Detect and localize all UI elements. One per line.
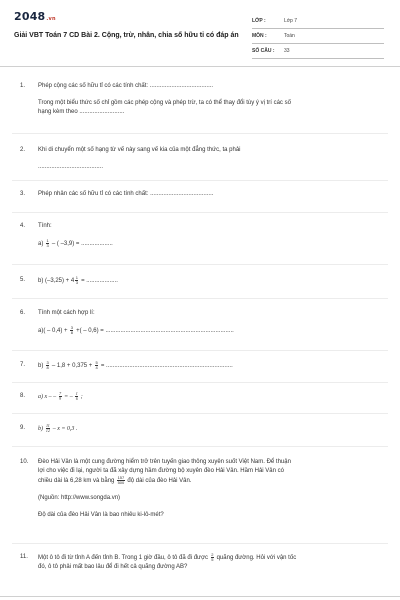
question-separator — [12, 446, 388, 447]
site-logo[interactable] — [14, 10, 56, 23]
fraction-denominator: 3 — [75, 280, 78, 285]
question-separator — [12, 298, 388, 299]
fraction — [59, 392, 62, 401]
expression-part: b) — [38, 425, 43, 432]
question-text — [38, 553, 384, 563]
question-number: 1. — [20, 83, 26, 89]
fraction-numerator: 3 — [70, 325, 73, 330]
meta-label: MÔN : — [252, 33, 267, 39]
meta-value: 33 — [284, 48, 290, 54]
expression-part: độ dài của đèo Hải Vân. — [127, 478, 192, 485]
fraction-numerator: 11 — [46, 423, 50, 428]
question-number: 7. — [20, 362, 26, 368]
question-text: đó, ô tô phải mất bao lâu để đi hết cả quãng đường AB? — [38, 564, 188, 571]
fraction-denominator: 8 — [70, 330, 73, 335]
fraction-denominator: 3 — [46, 243, 49, 248]
question-number: 10. — [20, 459, 29, 465]
meta-label: LỚP : — [252, 18, 266, 24]
question-text: Phép cộng các số hữu tỉ có các tính chất: ...................................... — [38, 83, 214, 89]
expression-part: = ................... — [81, 278, 118, 285]
question-number: 5. — [20, 277, 26, 283]
math-expression — [38, 392, 384, 402]
footer-divider — [0, 596, 400, 597]
expression-part: quãng đường. Hỏi với vận tốc — [216, 555, 297, 562]
fraction-numerator: 1 — [75, 391, 78, 396]
fraction-denominator: 12 — [45, 428, 50, 433]
expression-part: a) x – – — [38, 393, 57, 400]
logo-suffix: .vn — [46, 16, 56, 22]
math-expression — [38, 276, 384, 286]
question-separator — [12, 133, 388, 134]
meta-label: SỐ CÂU : — [252, 48, 275, 54]
question-number: 9. — [20, 425, 26, 431]
fraction-denominator: 5 — [211, 557, 214, 562]
meta-table — [252, 14, 384, 59]
document-header — [0, 0, 400, 64]
question-separator — [12, 350, 388, 351]
expression-part: = ............................................................................ — [100, 363, 233, 370]
fraction-denominator: 9 — [59, 396, 62, 401]
expression-part: ; — [80, 393, 83, 400]
fraction — [117, 476, 125, 485]
question-text: Khi di chuyển một số hạng từ vế này sang vế kia của một đẳng thức, ta phải — [38, 147, 241, 153]
meta-row-count — [252, 44, 384, 59]
question-text — [38, 476, 384, 486]
question-text: Phép nhân các số hữu tỉ có các tính chất: ...................................... — [38, 191, 214, 197]
page-title: Giải VBT Toán 7 CD Bài 2. Cộng, trừ, nhân, chia số hữu tỉ có đáp án — [14, 32, 239, 39]
question-separator — [12, 264, 388, 265]
fraction — [46, 239, 49, 248]
answer-blank: ....................................... — [38, 164, 104, 170]
question-number: 6. — [20, 310, 26, 316]
question-text: Tính một cách hợp lí: — [38, 310, 95, 316]
expression-part: Một ô tô đi từ tỉnh A đến tỉnh B. Trong 1 giờ đầu, ô tô đã đi được — [38, 555, 209, 562]
question-text: Đèo Hải Vân là một cung đường hiểm trở trên tuyến giao thông xuyên suốt Việt Nam. Để thuận — [38, 459, 291, 465]
question-number: 4. — [20, 223, 26, 229]
fraction — [75, 392, 78, 401]
question-text: Tính: — [38, 223, 52, 229]
question-separator — [12, 180, 388, 181]
expression-part: chiều dài là 6,28 km và bằng — [38, 478, 115, 485]
expression-part: b) (–3,25) + 4 — [38, 278, 75, 285]
meta-value: Lớp 7 — [284, 18, 298, 24]
question-text: Độ dài của đèo Hải Vân là bao nhiêu ki-lô-mét? — [38, 512, 164, 519]
fraction-denominator: 6 — [75, 396, 78, 401]
fraction-numerator: 157 — [117, 475, 125, 480]
fraction — [46, 424, 51, 433]
expression-part: – x = 0,3 . — [52, 425, 78, 432]
fraction-numerator: 3 — [46, 360, 49, 365]
expression-part: +( – 0,6) = ............................................................................. — [76, 328, 234, 335]
meta-row-class — [252, 14, 384, 29]
question-separator — [12, 382, 388, 383]
fraction — [95, 361, 98, 370]
fraction-denominator: 4 — [95, 365, 98, 370]
expression-part: = – — [64, 393, 73, 400]
meta-value: Toán — [284, 33, 295, 39]
expression-part: a) — [38, 241, 44, 248]
question-text: Trong một biểu thức số chỉ gồm các phép cộng và phép trừ, ta có thể thay đổi tùy ý vị trí các số — [38, 100, 291, 106]
math-expression — [38, 326, 384, 336]
fraction — [70, 326, 73, 335]
question-text: hạng kèm theo ........................... — [38, 109, 125, 115]
expression-part: b) — [38, 363, 44, 370]
fraction-numerator: 2 — [211, 552, 214, 557]
fraction-numerator: 5 — [95, 360, 98, 365]
fraction-numerator: 1 — [75, 275, 78, 280]
fraction-numerator: 7 — [59, 391, 62, 396]
question-separator — [12, 413, 388, 414]
math-expression — [38, 424, 384, 434]
question-number: 3. — [20, 191, 26, 197]
fraction-denominator: 8 — [46, 365, 49, 370]
fraction-numerator: 1 — [46, 238, 49, 243]
math-expression — [38, 361, 384, 371]
math-expression — [38, 239, 384, 249]
question-separator — [12, 212, 388, 213]
fraction — [211, 553, 214, 562]
header-divider — [0, 66, 400, 67]
fraction — [46, 361, 49, 370]
source-note: (Nguồn: http://www.songda.vn) — [38, 495, 121, 502]
logo-text: 2048 — [14, 10, 46, 23]
expression-part: a)( – 0,4) + — [38, 328, 68, 335]
expression-part: – ( –3,9) = ................... — [51, 241, 113, 248]
question-separator — [12, 543, 388, 544]
question-number: 11. — [20, 554, 28, 560]
fraction — [75, 276, 78, 285]
meta-row-subject — [252, 29, 384, 44]
question-text: lợi cho việc đi lại, người ta đã xây dựng hầm đường bộ xuyên đèo Hải Vân. Hầm Hải Vân có — [38, 468, 284, 474]
fraction-denominator: 500 — [117, 480, 125, 485]
expression-part: – 1,8 + 0,375 + — [51, 363, 93, 370]
question-number: 8. — [20, 393, 26, 399]
question-number: 2. — [20, 147, 26, 153]
